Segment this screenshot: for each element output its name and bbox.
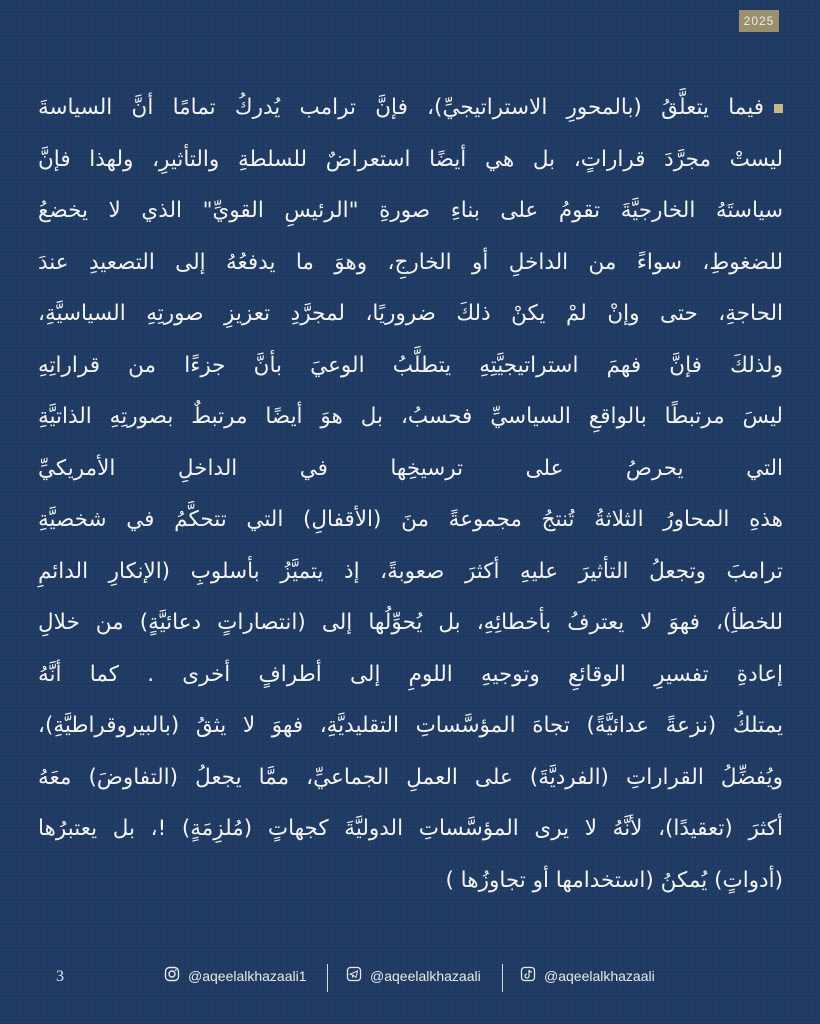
text-line: ليستْ مجرَّدَ قراراتٍ، بل هي أيضًا استعراضٌ للسلطةِ والتأثيرِ، ولهذا فإنَّ xyxy=(38,146,783,172)
telegram-handle-text: @aqeelalkhazaali xyxy=(370,967,481,984)
telegram-icon xyxy=(346,966,362,985)
bullet-marker xyxy=(774,104,783,113)
footer xyxy=(0,962,820,1002)
text-line: للخطأِ)، فهوَ لا يعترفُ بأخطائِهِ، بل يُحوِّلُها إلى (انتصاراتٍ دعائيَّةٍ) من خلالِ xyxy=(38,610,783,635)
divider xyxy=(327,964,328,992)
text-line: إعادةِ تفسيرِ الوقائعِ وتوجيهِ اللومِ إلى أطرافٍ أخرى . كما أنَّهُ xyxy=(38,661,783,687)
tiktok-icon xyxy=(520,966,536,985)
text-line: هذهِ المحاورُ الثلاثةُ تُنتجُ مجموعةً منَ (الأقفالِ) التي تتحكَّمُ في شخصيَّةِ xyxy=(38,507,783,532)
article-body xyxy=(38,82,783,906)
year-badge: 2025 xyxy=(739,10,779,32)
divider xyxy=(502,964,503,992)
text-line: ولذلكَ فإنَّ فهمَ استراتيجيَّتِهِ يتطلَّبُ الوعيَ بأنَّ جزءًا من قراراتِهِ xyxy=(38,352,783,378)
text-line-content: فيما يتعلَّقُ (بالمحورِ الاستراتيجيِّ)، فإنَّ ترامب يُدركُ تمامًا أنَّ السياسةَ xyxy=(38,95,764,120)
page-number: 3 xyxy=(56,968,64,985)
text-line: الحاجةِ، حتى وإنْ لمْ يكنْ ذلكَ ضروريًا، لمجرَّدِ تعزيزِ صورتِهِ السياسيَّةِ، xyxy=(38,301,783,326)
tiktok-handle-text: @aqeelalkhazaali xyxy=(544,967,655,984)
telegram-handle[interactable] xyxy=(346,966,481,985)
text-line: ليسَ مرتبطًا بالواقعِ السياسيِّ فحسبُ، بل هوَ أيضًا مرتبطٌ بصورتِهِ الذاتيَّةِ xyxy=(38,404,783,429)
tiktok-handle[interactable] xyxy=(520,966,655,985)
text-line: ويُفضِّلُ القراراتِ (الفرديَّةَ) على العملِ الجماعيِّ، ممَّا يجعلُ (التفاوضَ) معَهُ xyxy=(38,764,783,790)
text-line: التي يحرصُ على ترسيخِها في الداخلِ الأمريكيِّ xyxy=(38,455,783,481)
text-line: يمتلكُ (نزعةً عدائيَّةً) تجاهَ المؤسَّساتِ التقليديَّةِ، فهوَ لا يثقُ (بالبيروقراطيَّةِ)، xyxy=(38,713,783,738)
instagram-handle[interactable] xyxy=(164,966,307,985)
text-line: للضغوطِ، سواءً من الداخلِ أو الخارجِ، وهوَ ما يدفعُهُ إلى التصعيدِ عندَ xyxy=(38,249,783,275)
text-line xyxy=(38,82,783,134)
text-line: أكثرَ (تعقيدًا)، لأنَّهُ لا يرى المؤسَّساتِ الدوليَّةَ كجهاتٍ (مُلزِمَةٍ) !، بل يعتبرُها xyxy=(38,816,783,841)
text-line: ترامبَ وتجعلُ التأثيرَ عليهِ أكثرَ صعوبةً، إذ يتميَّزُ بأسلوبِ (الإنكارِ الدائمِ xyxy=(38,558,783,584)
instagram-handle-text: @aqeelalkhazaali1 xyxy=(188,967,307,984)
text-line: (أدواتٍ) يُمكنُ (استخدامها أو تجاوزُها ) xyxy=(445,867,783,893)
instagram-icon xyxy=(164,966,180,985)
text-line: سياستَهُ الخارجيَّةَ تقومُ على بناءِ صورةِ "الرئيسِ القويِّ" الذي لا يخضعُ xyxy=(38,198,783,223)
